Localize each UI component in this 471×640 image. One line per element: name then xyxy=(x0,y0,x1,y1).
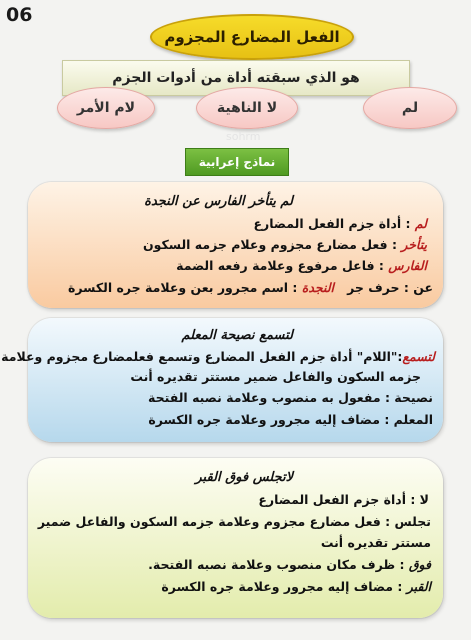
page-title: الفعل المضارع المجزوم xyxy=(150,14,354,60)
card3-sentence: لاتجلس فوق القبر xyxy=(195,470,293,485)
parsing-card-3 xyxy=(28,458,443,618)
card3-l2-text: : فعل مضارع مجزوم وعلامة جزمه السكون والفاعل ضمير xyxy=(37,514,395,529)
card2-sentence: لتسمع نصيحة المعلم xyxy=(181,328,293,343)
definition-banner: هو الذي سبقته أداة من أدوات الجزم xyxy=(62,60,410,96)
card1-line-4 xyxy=(40,280,433,295)
tool-la-nahiya-oval: لا الناهية xyxy=(196,87,298,129)
card2-l1-text: :"اللام" أداة جزم الفعل المضارع وتسمع فعلمضارع مجزوم وعلامة xyxy=(1,349,403,364)
card2-line-3: نصيحة : مفعول به منصوب وعلامة نصبه الفتحة xyxy=(148,390,433,405)
card3-line-1: لا : أداة جزم الفعل المضارع xyxy=(258,492,429,507)
card1-l4-a: عن : حرف جر xyxy=(347,280,433,295)
tool-lam-amr-oval: لام الأمر xyxy=(57,87,155,129)
tool-lam-oval: لم xyxy=(363,87,457,129)
card3-line-3: مستتر تقديره أنت xyxy=(320,535,431,550)
card3-l2-word: تجلس xyxy=(394,514,431,529)
parsing-card-1 xyxy=(28,182,443,308)
card1-l2-text: : فعل مضارع مجزوم وعلام جزمه السكون xyxy=(142,237,402,252)
card3-line-5 xyxy=(40,579,431,594)
card3-l5-word: القبر xyxy=(406,579,431,594)
card1-l3-word: الفارس xyxy=(388,258,427,273)
card3-line-4 xyxy=(40,557,431,572)
card1-l1-word: لم xyxy=(414,216,427,231)
card1-line-3 xyxy=(40,258,427,273)
card2-l1-word: لتسمع xyxy=(402,349,435,364)
card1-l3-text: : فاعل مرفوع وعلامة رفعه الضمة xyxy=(176,258,389,273)
card2-line-4: المعلم : مضاف إليه مجرور وعلامة جره الكسرة xyxy=(148,412,433,427)
card1-l4-c: : اسم مجرور بعن وعلامة جره الكسرة xyxy=(68,280,302,295)
card1-sentence: لم يتأخر الفارس عن النجدة xyxy=(144,194,293,209)
card2-line-1 xyxy=(1,349,435,364)
watermark: sohrm xyxy=(226,130,261,143)
card1-line-2 xyxy=(40,237,427,252)
card1-l4-b: النجدة xyxy=(301,280,334,295)
card1-l1-text: : أداة جزم الفعل المضارع xyxy=(253,216,415,231)
models-label: نماذج إعرابية xyxy=(185,148,289,176)
card2-line-2: جزمه السكون والفاعل ضمير مستتر تقديره أنت xyxy=(130,369,421,384)
card3-l5-text: : مضاف إليه مجرور وعلامة جره الكسرة xyxy=(161,579,407,594)
card3-line-2 xyxy=(37,514,431,529)
parsing-card-2 xyxy=(1,318,443,442)
card1-l2-word: يتأخر xyxy=(401,237,427,252)
card1-line-1 xyxy=(40,216,427,231)
card3-l4-word: فوق xyxy=(408,557,431,572)
card3-l4-text: : ظرف مكان منصوب وعلامة نصبه الفتحة. xyxy=(148,557,409,572)
page-number: 06 xyxy=(6,4,33,26)
